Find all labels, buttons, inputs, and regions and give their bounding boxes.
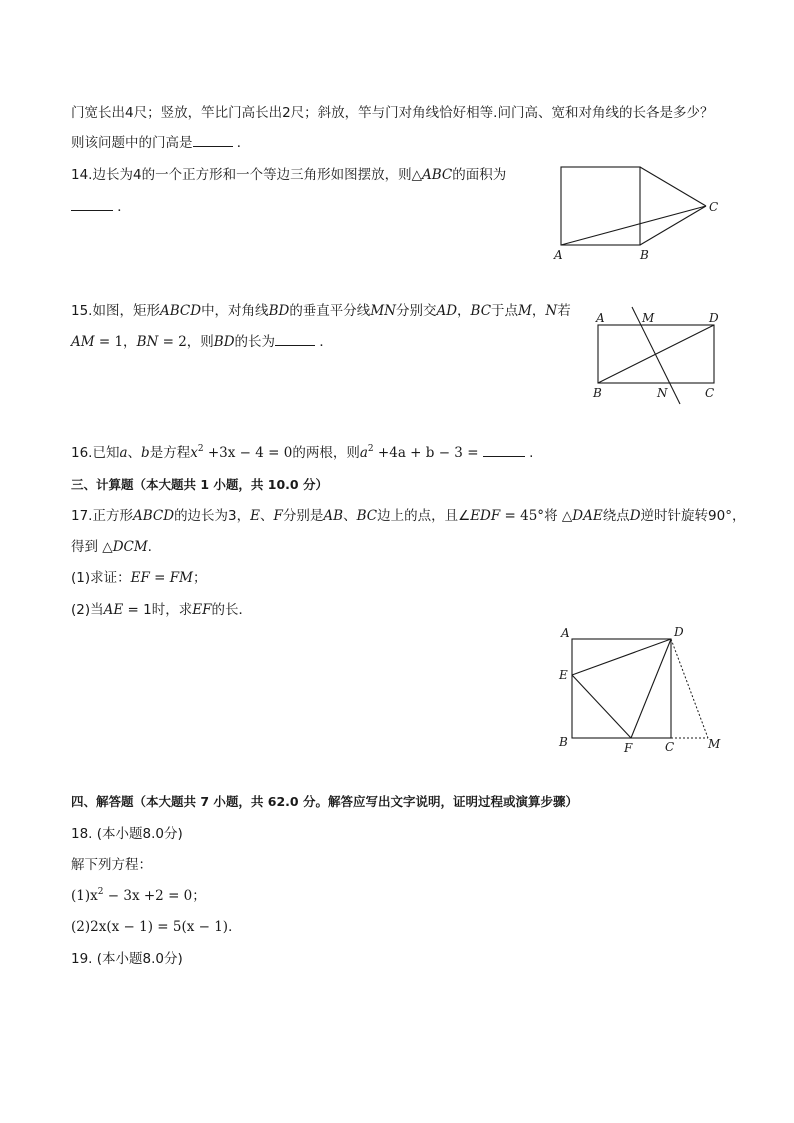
label-a: A [596,311,605,325]
label-n: N [657,386,668,400]
q13-line2: 则该问题中的门高是 ． [71,135,251,151]
label-b: B [640,248,649,262]
section-3-heading: 三、计算题（本大题共 1 小题，共 10.0 分） [71,477,328,492]
q14-line2: ． [71,198,131,216]
q18-heading: 18. (本小题8.0分) [71,826,183,842]
label-a: A [554,248,563,262]
q18-part2: (2)2x(x − 1) = 5(x − 1)． [71,919,242,935]
q17-part1: (1)求证：EF = FM； [71,570,207,586]
label-b: B [593,386,602,400]
q17-line1: 17.正方形ABCD的边长为3，E、F分别是AB、BC边上的点，且∠EDF = 45°将 △DAE绕点D逆时针旋转90°， [71,508,746,524]
q18-intro: 解下列方程： [71,857,152,873]
q16-line: 16.已知a、b是方程$x^2 +3x - 4 = 0$的两根，则$a^2 +4a + b - 3$ = . [71,444,534,461]
label-m: M [642,311,655,325]
q17-figure [556,622,736,757]
q17-line2: 得到 △DCM. [71,539,152,555]
label-b: B [559,735,568,749]
section-4-heading: 四、解答题（本大题共 7 小题，共 62.0 分。解答应写出文字说明，证明过程或演算步骤） [71,794,578,809]
q17-part2: (2)当AE = 1时，求EF的长． [71,602,252,618]
answer-blank [71,198,113,211]
q14-line1: 14.边长为4的一个正方形和一个等边三角形如图摆放，则△ABC的面积为 [71,167,507,183]
q18-part1: $(1)x^2 - 3x +2 = 0$； [71,887,206,904]
q15-line1: 15.如图，矩形ABCD中，对角线BD的垂直平分线MN分别交AD，BC于点M，N若 [71,303,571,319]
q15-figure [588,305,738,405]
label-e: E [559,668,568,682]
q15-line2: AM = 1，BN = 2，则BD的长为 ． [71,334,333,350]
answer-blank [275,333,315,346]
answer-blank [193,134,233,147]
label-m: M [708,737,721,751]
label-d: D [709,311,719,325]
label-a: A [561,626,570,640]
label-f: F [624,741,633,755]
q13-line1: 门宽长出4尺；竖放，竿比门高长出2尺；斜放，竿与门对角线恰好相等.问门高、宽和对角线的长各是多少？ [71,105,714,121]
label-c: C [665,740,675,754]
label-c: C [705,386,715,400]
q19-heading: 19. (本小题8.0分) [71,951,183,967]
q14-figure [548,155,738,265]
label-c: C [709,200,719,214]
label-d: D [674,625,684,639]
answer-blank [483,444,525,457]
